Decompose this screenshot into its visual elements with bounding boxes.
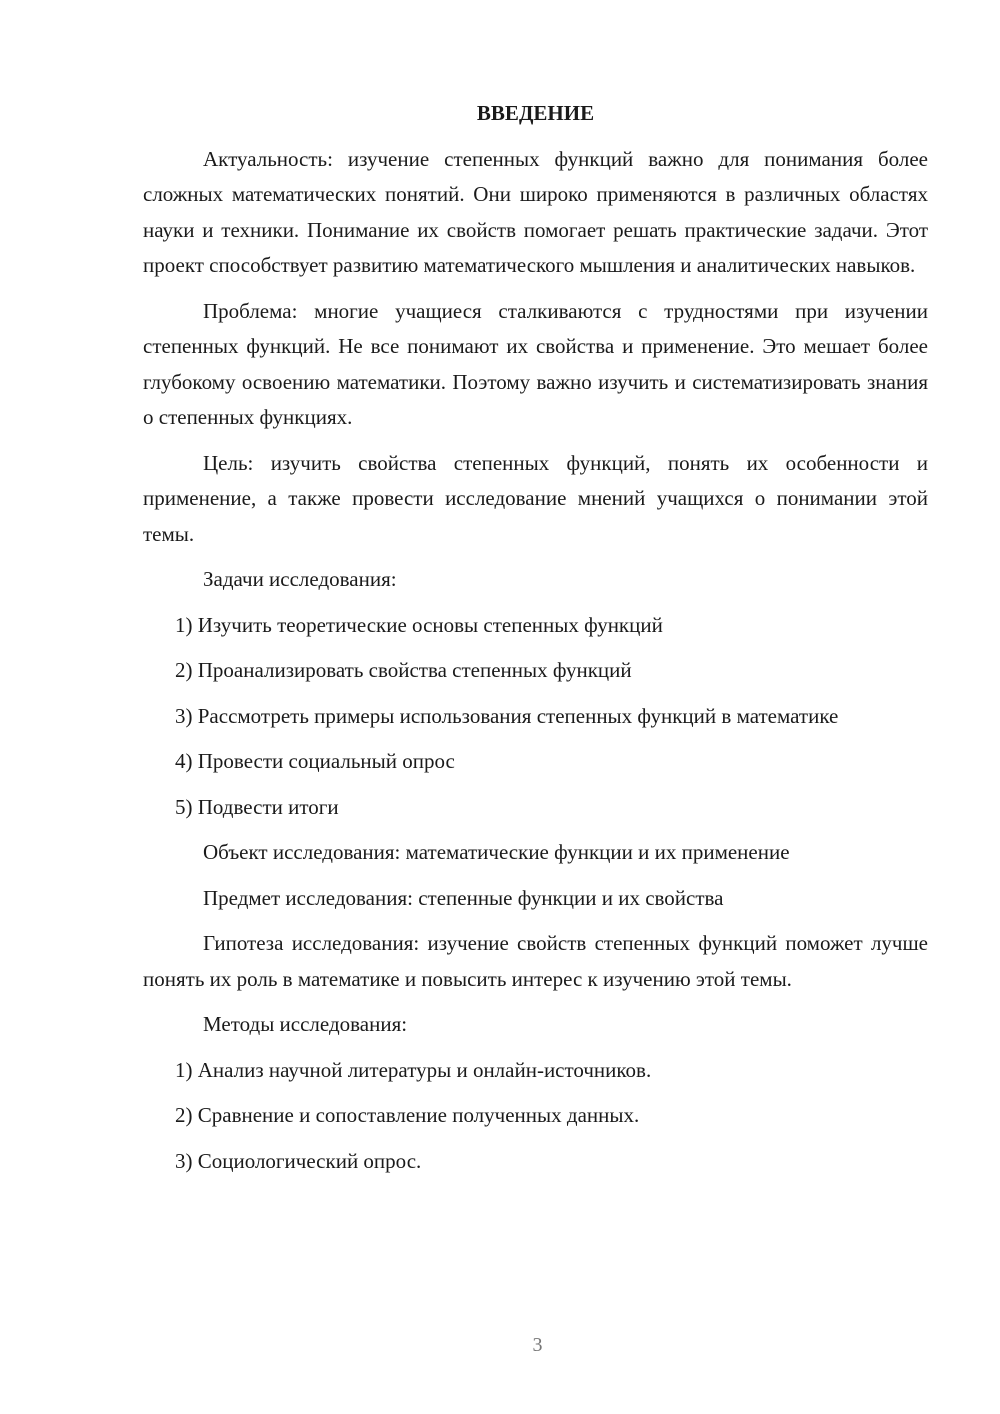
relevance-paragraph: Актуальность: изучение степенных функций важно для понимания более сложных математических понятий. Они широко применяются в различных областях науки и техники. Понимание их свойств помогает решать практические задачи. Этот проект способствует развитию математического мышления и аналитических навыков. xyxy=(143,146,928,277)
section-heading: ВВЕДЕНИЕ xyxy=(476,101,595,125)
tasks-title: Задачи исследования: xyxy=(203,567,397,591)
method-item: 1) Анализ научной литературы и онлайн-источников. xyxy=(175,1057,652,1082)
task-item: 3) Рассмотреть примеры использования степенных функций в математике xyxy=(175,703,839,728)
page-content xyxy=(143,96,928,1189)
research-object: Объект исследования: математические функции и их применение xyxy=(203,840,790,864)
task-item: 4) Провести социальный опрос xyxy=(175,749,455,773)
task-item: 5) Подвести итоги xyxy=(175,794,339,819)
method-item: 3) Социологический опрос. xyxy=(175,1148,422,1173)
page-number: 3 xyxy=(532,1334,543,1356)
problem-paragraph: Проблема: многие учащиеся сталкиваются с трудностями при изучении степенных функций. Не все понимают их свойства и применение. Это мешает более глубокому освоению математики. Поэтому важно изучить и систематизировать знания о степенных функциях. xyxy=(143,298,928,429)
method-item: 2) Сравнение и сопоставление полученных данных. xyxy=(175,1103,640,1127)
hypothesis-paragraph: Гипотеза исследования: изучение свойств степенных функций поможет лучше понять их роль в математике и повысить интерес к изучению этой темы. xyxy=(143,931,928,991)
methods-title: Методы исследования: xyxy=(203,1012,408,1036)
task-item: 2) Проанализировать свойства степенных функций xyxy=(175,658,632,682)
task-item: 1) Изучить теоретические основы степенных функций xyxy=(175,612,663,637)
goal-paragraph: Цель: изучить свойства степенных функций, понять их особенности и применение, а также провести исследование мнений учащихся о понимании этой темы. xyxy=(143,450,928,546)
research-subject: Предмет исследования: степенные функции и их свойства xyxy=(203,885,724,910)
